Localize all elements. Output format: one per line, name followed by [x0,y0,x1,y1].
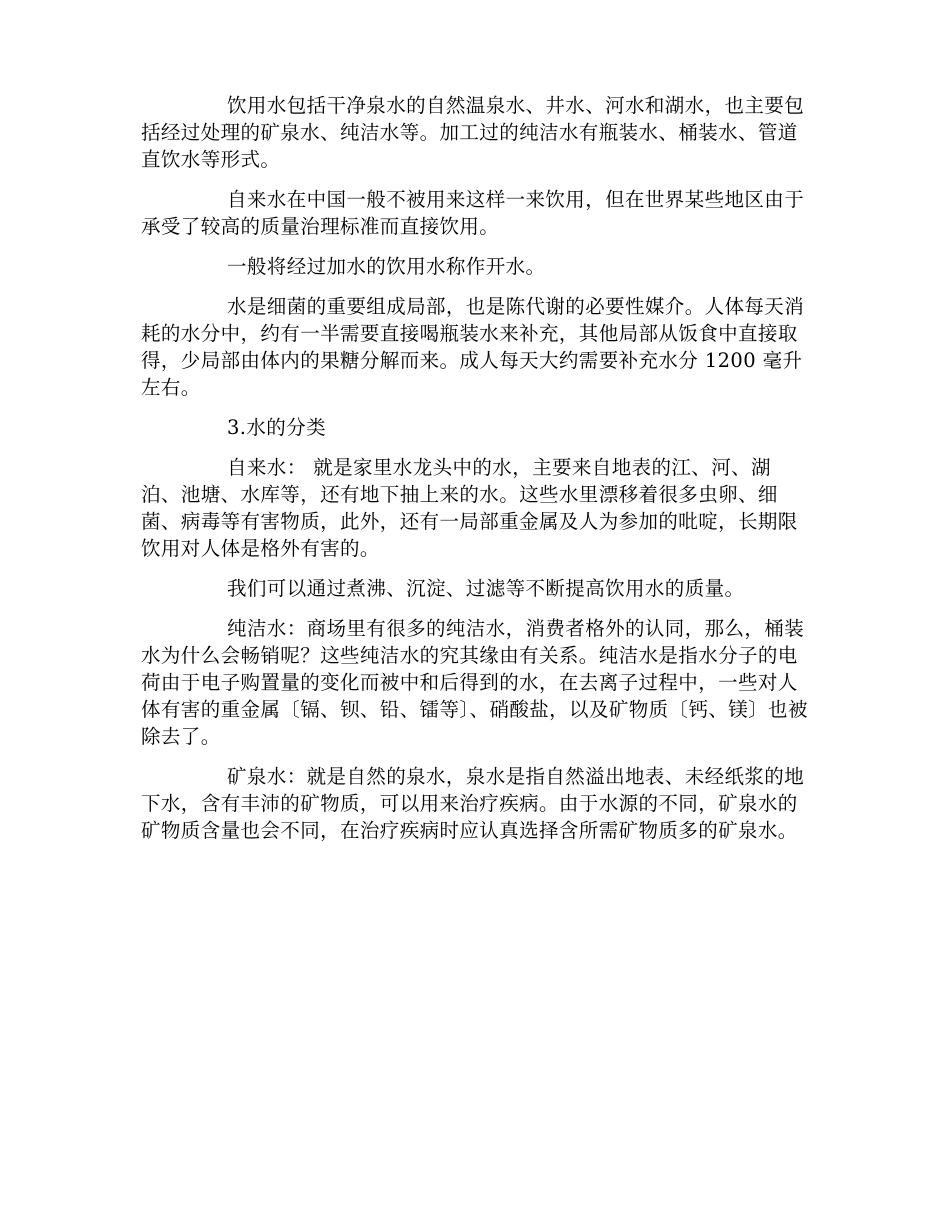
document-body [141,92,809,857]
paragraph-improve-quality: 我们可以通过煮沸、沉淀、过滤等不断提高饮用水的质量。 [227,577,745,600]
paragraph-purified-water: 纯洁水：商场里有很多的纯洁水，消费者格外的认同，那么，桶装水为什么会畅销呢？这些纯洁水的究其缘由有关系。纯洁水是指水分子的电荷由于电子购置量的变化而被中和后得到的水，在去离子过程中，一些对人体有害的重金属〔镉、钡、铅、镭等〕、硝酸盐，以及矿物质〔钙、镁〕也被除去了。 [141,617,808,748]
paragraph-mineral-water: 矿泉水：就是自然的泉水，泉水是指自然溢出地表、未经纸浆的地下水，含有丰沛的矿物质，可以用来治疗疾病。由于水源的不同，矿泉水的矿物质含量也会不同，在治疗疾病时应认真选择含所需矿物质多的矿泉水。 [141,765,805,842]
paragraph-drinking-water: 饮用水包括干净泉水的自然温泉水、井水、河水和湖水，也主要包括经过处理的矿泉水、纯洁水等。加工过的纯洁水有瓶装水、桶装水、管道直饮水等形式。 [141,94,805,171]
paragraph-tap-water: 自来水： 就是家里水龙头中的水，主要来自地表的江、河、湖泊、池塘、水库等，还有地下抽上来的水。这些水里漂移着很多虫卵、细菌、病毒等有害物质，此外，还有一局部重金属及人为参加的吡啶，长期限饮用对人体是格外有害的。 [141,456,798,560]
paragraph-water-in-body: 水是细菌的重要组成局部，也是陈代谢的必要性媒介。人体每天消耗的水分中，约有一半需要直接喝瓶装水来补充，其他局部从饭食中直接取得，少局部由体内的果糖分解而来。成人每天大约需要补充水分 1200 毫升左右。 [141,295,805,399]
section-heading-water-types: 3.水的分类 [227,416,327,439]
paragraph-boiled-water: 一般将经过加水的饮用水称作开水。 [227,255,546,278]
paragraph-tap-water-usage: 自来水在中国一般不被用来这样一来饮用，但在世界某些地区由于承受了较高的质量治理标准而直接饮用。 [141,188,805,238]
